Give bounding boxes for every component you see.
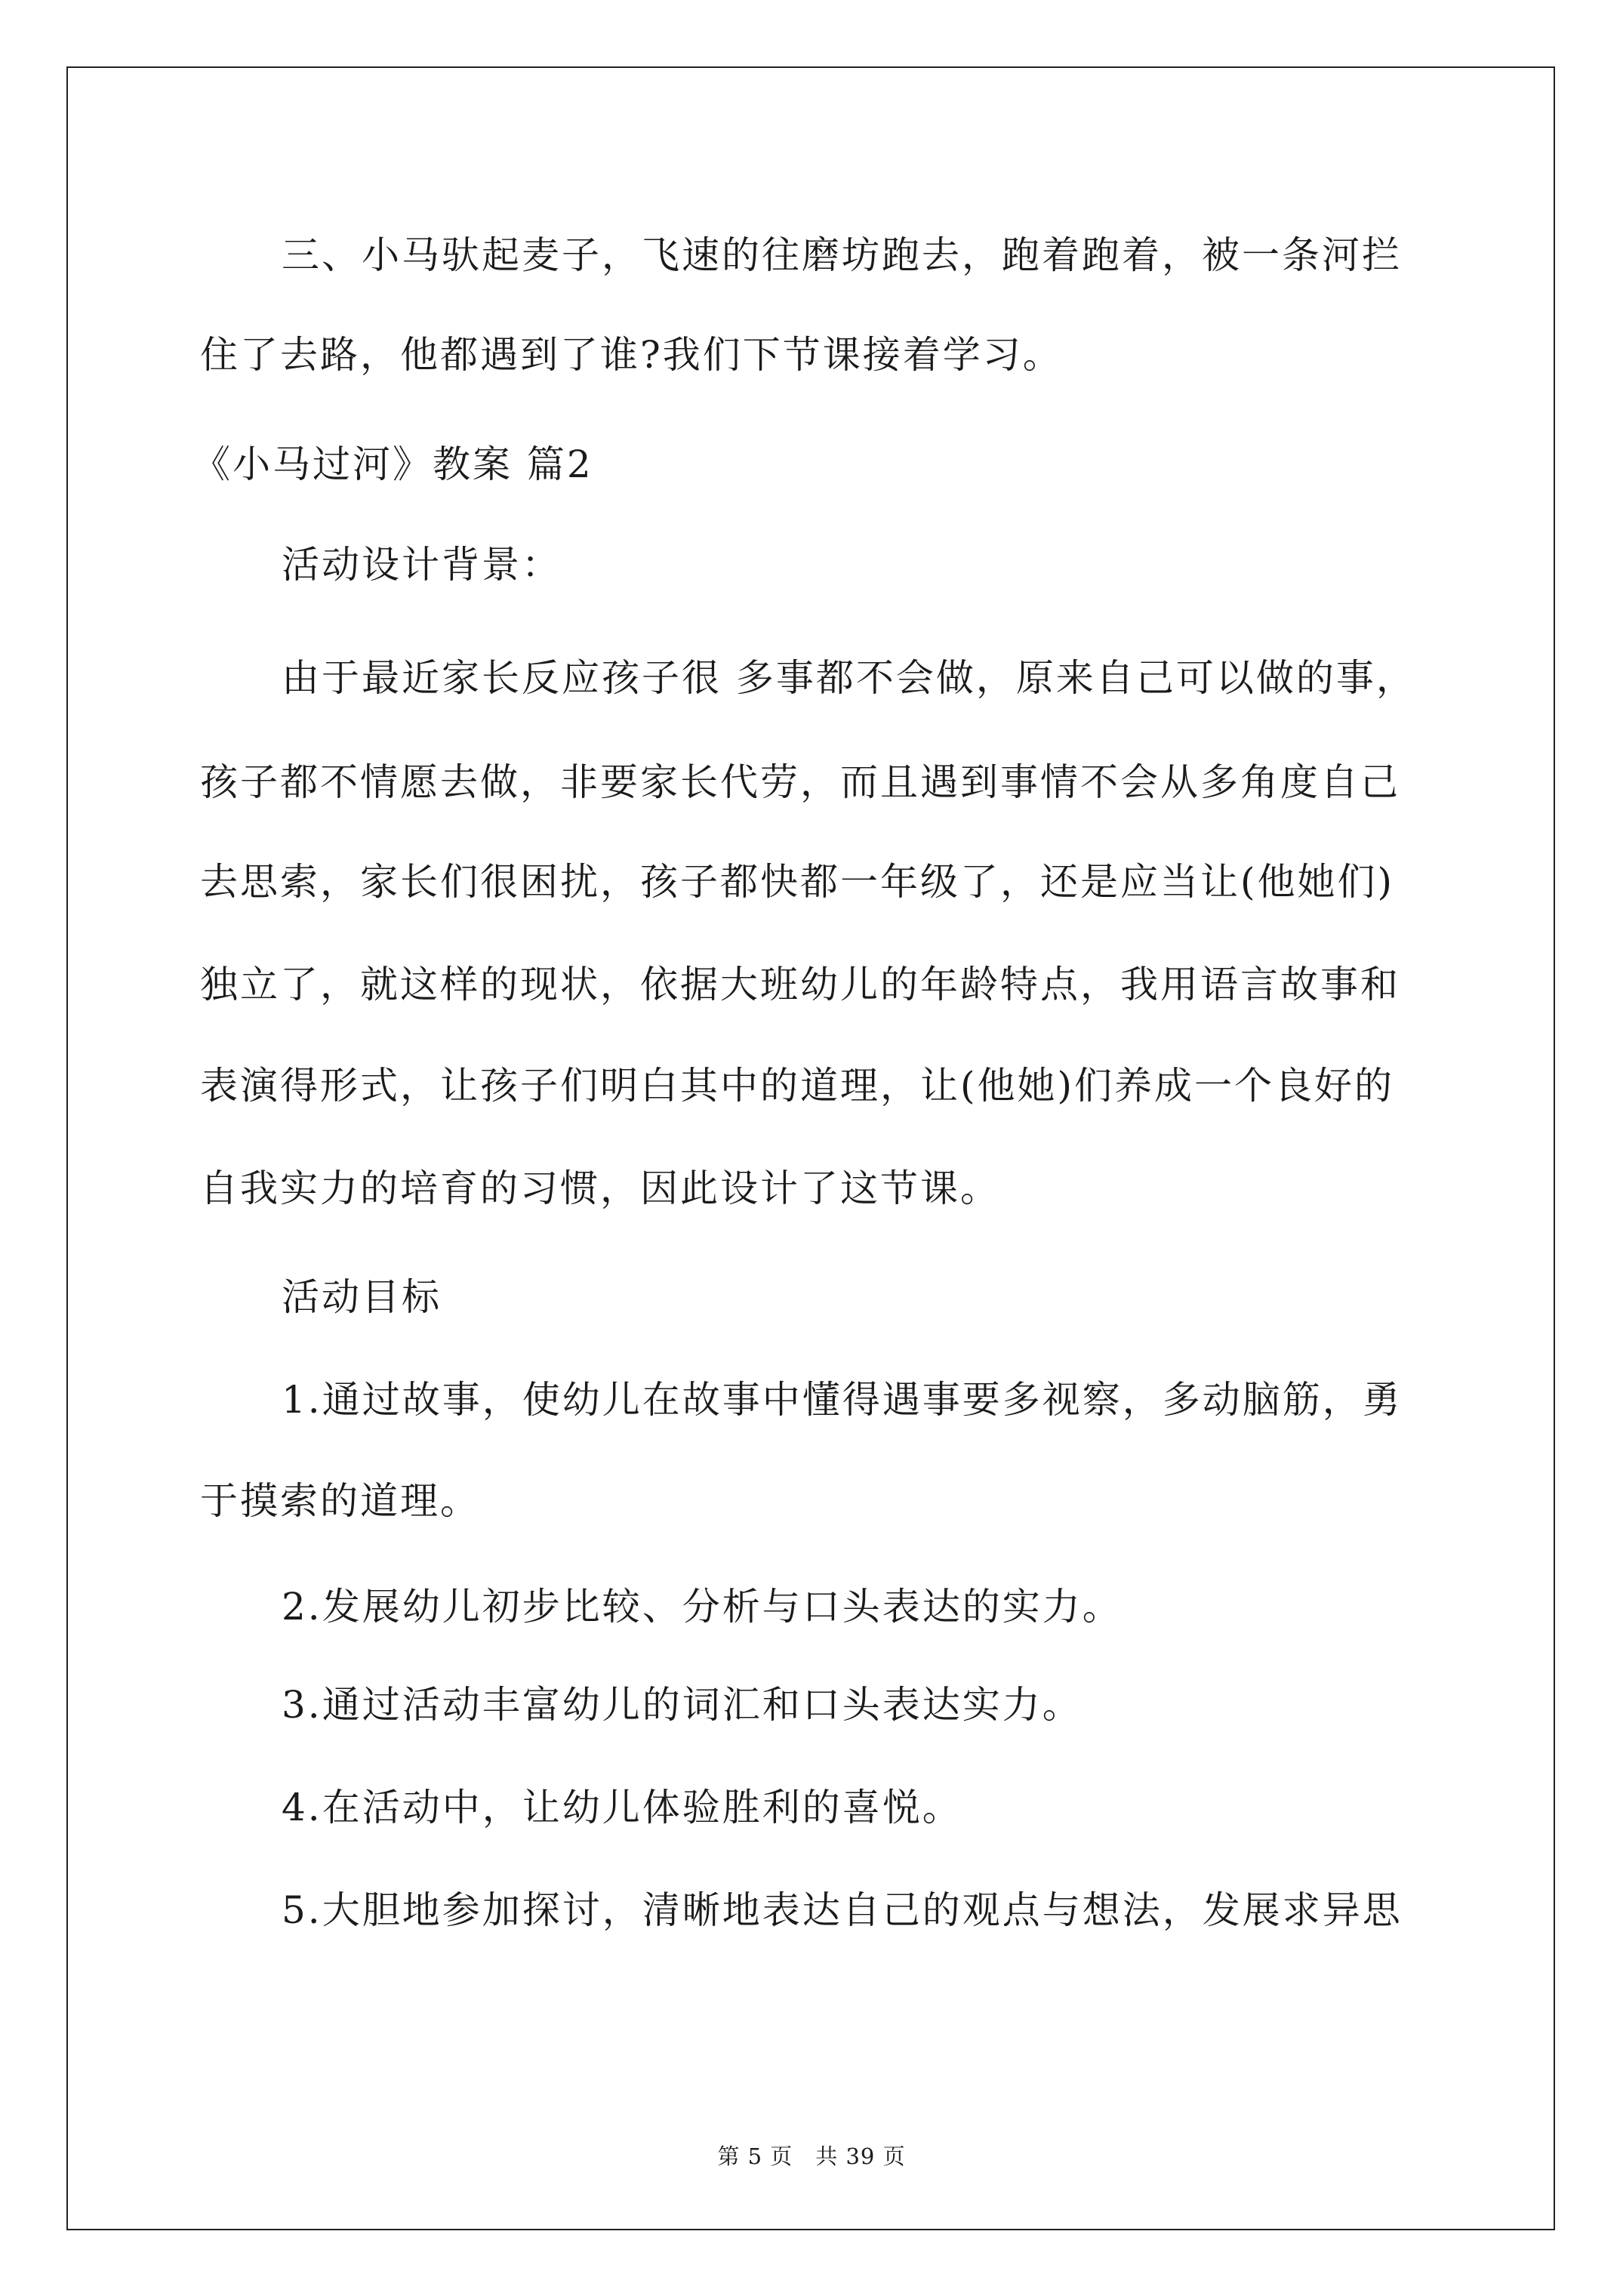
paragraph-line: 5.大胆地参加探讨，清晰地表达自己的观点与想法，发展求异思 [282, 1888, 1403, 1932]
paragraph-line: 自我实力的培育的习惯，因此设计了这节课。 [200, 1166, 1000, 1210]
paragraph-line: 独立了，就这样的现状，依据大班幼儿的年龄特点，我用语言故事和 [200, 963, 1400, 1006]
paragraph-line: 由于最近家长反应孩子很 多事都不会做，原来自己可以做的事， [282, 656, 1416, 700]
paragraph-line: 活动目标 [282, 1275, 442, 1319]
paragraph-line: 三、小马驮起麦子，飞速的往磨坊跑去，跑着跑着，被一条河拦 [282, 233, 1402, 277]
paragraph-line: 表演得形式，让孩子们明白其中的道理，让(他她)们养成一个良好的 [200, 1064, 1395, 1108]
paragraph-line: 于摸索的道理。 [200, 1479, 480, 1523]
paragraph-line: 去思索，家长们很困扰，孩子都快都一年级了，还是应当让(他她们) [200, 860, 1395, 904]
paragraph-line: 2.发展幼儿初步比较、分析与口头表达的实力。 [282, 1585, 1123, 1629]
paragraph-line: 1.通过故事，使幼儿在故事中懂得遇事要多视察，多动脑筋，勇 [282, 1378, 1403, 1422]
section-heading: 《小马过河》教案 篇2 [192, 442, 593, 486]
paragraph-line: 活动设计背景： [282, 543, 562, 587]
paragraph-line: 住了去路，他都遇到了谁?我们下节课接着学习。 [200, 333, 1063, 377]
paragraph-line: 3.通过活动丰富幼儿的词汇和口头表达实力。 [282, 1683, 1083, 1727]
paragraph-line: 4.在活动中，让幼儿体验胜利的喜悦。 [282, 1786, 962, 1829]
page-number: 第 5 页 共 39 页 [717, 2143, 906, 2169]
paragraph-line: 孩子都不情愿去做，非要家长代劳，而且遇到事情不会从多角度自己 [200, 760, 1400, 804]
